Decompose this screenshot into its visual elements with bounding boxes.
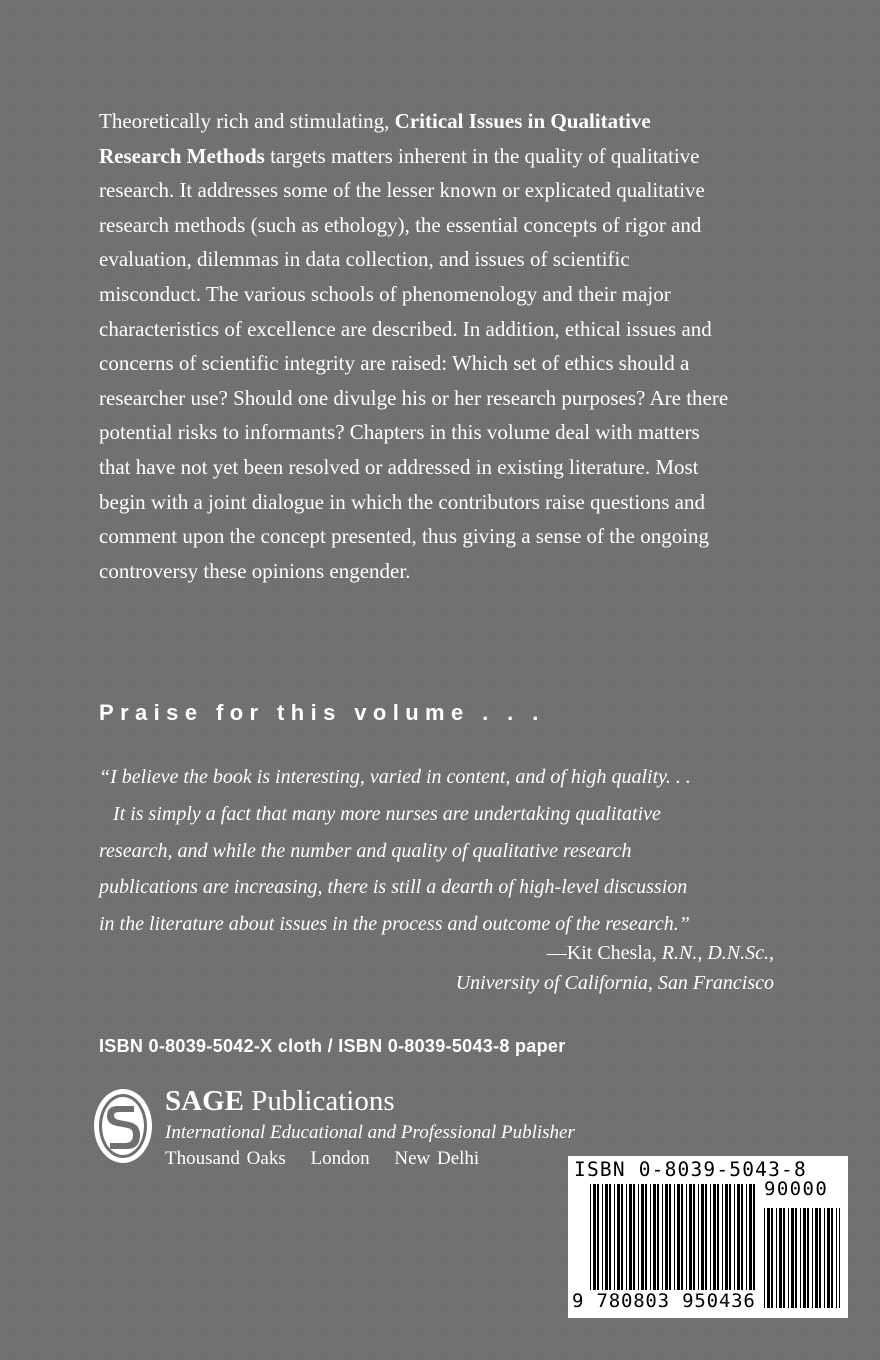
publisher-name-rest: Publications xyxy=(243,1085,395,1117)
city-thousand-oaks: Thousand Oaks xyxy=(165,1148,286,1169)
quote-line: publications are increasing, there is still a dearth of high-level discussion xyxy=(99,876,688,899)
isbn-line: ISBN 0-8039-5042-X cloth / ISBN 0-8039-5043-8 paper xyxy=(99,1036,566,1056)
barcode-number: 9 780803 950436 xyxy=(572,1290,756,1312)
barcode-box xyxy=(568,1156,848,1318)
barcode-bar xyxy=(791,1208,794,1308)
barcode-bar xyxy=(815,1208,818,1308)
publisher-cities xyxy=(165,1146,575,1172)
quote-attribution xyxy=(456,938,774,998)
barcode-bar xyxy=(807,1208,809,1308)
attribution-person xyxy=(456,938,774,968)
barcode-bar xyxy=(803,1208,806,1308)
barcode-bar xyxy=(767,1208,770,1308)
barcode-isbn-label: ISBN 0-8039-5043-8 xyxy=(574,1158,807,1181)
barcode-bar xyxy=(776,1208,777,1308)
attribution-name: —Kit Chesla, xyxy=(546,942,662,964)
city-new-delhi: New Delhi xyxy=(394,1148,480,1169)
barcode-bar xyxy=(827,1208,830,1308)
publisher-block xyxy=(165,1082,575,1172)
barcode-bar xyxy=(800,1208,801,1308)
barcode-bar xyxy=(831,1208,833,1308)
sage-s-logo-icon xyxy=(92,1086,154,1166)
barcode-price-code: 90000 xyxy=(764,1178,829,1200)
publisher-subtitle: International Educational and Professional Publisher xyxy=(165,1122,575,1143)
quote-line: in the literature about issues in the process and outcome of the research.” xyxy=(99,913,690,936)
quote-line: research, and while the number and quality of qualitative research xyxy=(99,839,632,862)
barcode-bar xyxy=(824,1208,825,1308)
barcode-bar xyxy=(764,1208,765,1308)
blurb-intro: Theoretically rich and stimulating, xyxy=(99,109,395,133)
blurb-paragraph xyxy=(99,104,729,588)
attribution-affiliation: University of California, San Francisco xyxy=(455,972,774,994)
barcode-bar xyxy=(779,1208,782,1308)
publisher-name xyxy=(165,1082,575,1120)
barcode-bar xyxy=(788,1208,789,1308)
praise-quote xyxy=(99,759,739,943)
attribution-credentials: R.N., D.N.Sc., xyxy=(661,942,774,964)
city-london: London xyxy=(310,1148,370,1169)
barcode-bar xyxy=(795,1208,797,1308)
barcode-bar xyxy=(771,1208,773,1308)
barcode-bar xyxy=(819,1208,821,1308)
quote-line: “I believe the book is interesting, varied in content, and of high quality. . . xyxy=(99,766,691,788)
barcode-bar xyxy=(836,1208,837,1308)
publisher-name-bold: SAGE xyxy=(165,1085,244,1117)
quote-line: It is simply a fact that many more nurses are undertaking qualitative xyxy=(113,802,661,825)
barcode-bar xyxy=(812,1208,813,1308)
barcode-bar xyxy=(839,1208,840,1308)
praise-heading: Praise for this volume . . . xyxy=(99,700,545,725)
blurb-book-title: Critical Issues in Qualitative Research Methods xyxy=(99,109,651,168)
blurb-body: targets matters inherent in the quality of qualitative research. It addresses some of the lesser known or explicated qualitative research methods (such as ethology), the essential concepts of rigor and evaluation, dilemmas in data collection, and issues of scientific misconduct. The various schools of phenomenology and their major characteristics of excellence are described. In addition, ethical issues and concerns of scientific integrity are raised: Which set of ethics should a researcher use? Should one divulge his or her research purposes? Are there potential risks to informants? Chapters in this volume deal with matters that have not yet been resolved or addressed in existing literature. Most begin with a joint dialogue in which the contributors raise questions and comment upon the concept presented, thus giving a sense of the ongoing controversy these opinions engender. xyxy=(99,143,729,583)
barcode-bar xyxy=(783,1208,785,1308)
